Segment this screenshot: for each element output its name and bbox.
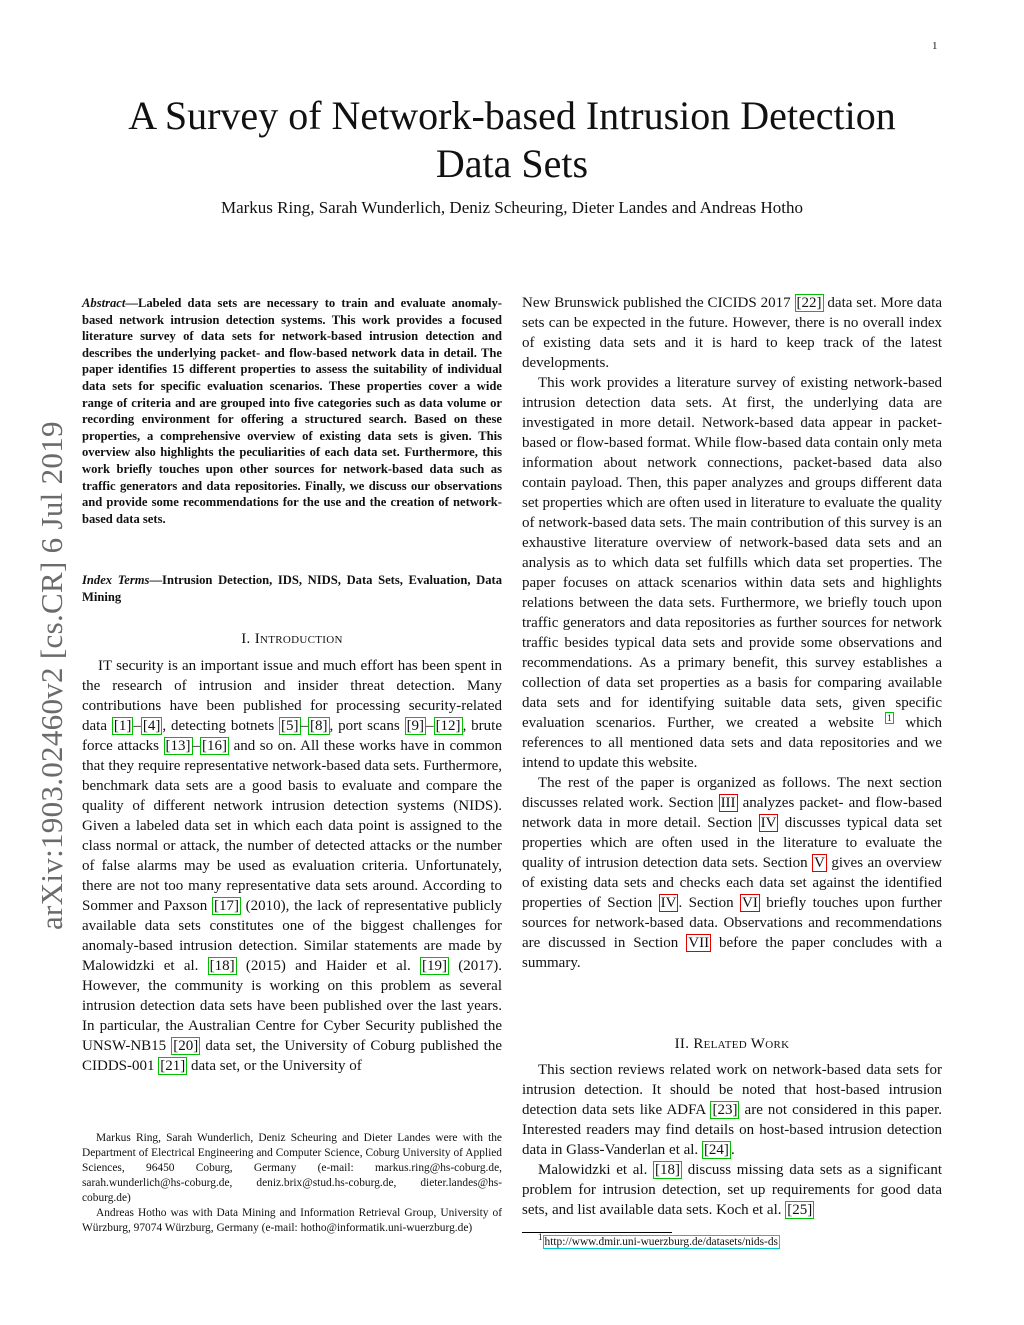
title-line-2: Data Sets xyxy=(435,141,589,186)
index-terms-lead: Index Terms xyxy=(82,573,150,587)
citation-link[interactable]: [23] xyxy=(712,1102,738,1118)
footnote-affiliation-2: Andreas Hotho was with Data Mining and Information Retrieval Group, University of Würzburg, 97074 Würzburg, Germany (e-mail: hotho@informatik.uni-wuerzburg.de) xyxy=(82,1207,502,1234)
paragraph: New Brunswick published the CICIDS 2017 [22] data set. More data sets can be expected in the future. However, there is no overall index of existing data sets and it is hard to keep track of the latest developments. xyxy=(522,295,942,371)
citation-link[interactable]: [4] xyxy=(142,718,161,734)
citation-link[interactable]: [18] xyxy=(655,1162,681,1178)
citation-link[interactable]: [20] xyxy=(173,1038,199,1054)
abstract-lead: Abstract xyxy=(82,296,126,310)
section-ref-link[interactable]: IV xyxy=(760,815,777,831)
footnote-rule xyxy=(522,1232,672,1233)
citation-link[interactable]: [9] xyxy=(406,718,425,734)
citation-link[interactable]: [22] xyxy=(796,295,822,311)
section-ref-link[interactable]: VI xyxy=(742,895,758,911)
title-line-1: A Survey of Network-based Intrusion Detection xyxy=(128,93,896,138)
arxiv-stamp: arXiv:1903.02460v2 [cs.CR] 6 Jul 2019 xyxy=(34,421,69,930)
section-heading-related-work: II. Related Work xyxy=(674,1036,790,1052)
footnote-mark: 1 xyxy=(538,1232,543,1243)
index-terms-text: —Intrusion Detection, IDS, NIDS, Data Sets, Evaluation, Data Mining xyxy=(82,573,502,604)
right-column-body xyxy=(522,293,942,973)
citation-link[interactable]: [19] xyxy=(422,958,447,974)
citation-link[interactable]: [8] xyxy=(310,718,328,734)
citation-link[interactable]: [18] xyxy=(209,958,235,974)
affiliation-footnotes xyxy=(82,1131,502,1236)
citation-link[interactable]: [16] xyxy=(202,738,228,754)
introduction-body xyxy=(82,656,502,1076)
paragraph: This work provides a literature survey of existing network-based intrusion detection data sets. At first, the underlying data are investigated in more detail. Network-based data appear in packet-based or flow-based format. While flow-based data contain only meta information about network connections, packet-based data also contain payload. Then, this paper analyzes and groups different data set properties which are often used in literature to evaluate the quality of network-based data sets. The main contribution of this survey is an exhaustive literature overview of network-based data sets and an analysis as to which data set fulfills which data set properties. The paper focuses on attack scenarios within data sets and highlights relations between the data sets. Furthermore, we briefly touch upon traffic generators and data repositories as further sources for network traffic besides typical data sets and provide some observations and recommendations. As a primary benefit, this survey establishes a collection of data set properties as a basis for comparing available data sets and for identifying suitable data sets, given specific evaluation scenarios. Further, we created a website $^1$ which references to all mentioned data sets and data repositories and we intend to update this website. xyxy=(522,375,942,771)
page-number: 1 xyxy=(932,40,938,52)
index-terms xyxy=(82,572,502,605)
section-heading-introduction: I. Introduction xyxy=(241,631,343,647)
citation-link[interactable]: [24] xyxy=(703,1142,729,1158)
website-link[interactable]: http://www.dmir.uni-wuerzburg.de/datasets/nids-ds xyxy=(544,1236,778,1248)
citation-link[interactable]: [25] xyxy=(787,1202,813,1218)
section-ref-link[interactable]: V xyxy=(814,855,825,871)
citation-link[interactable]: [1] xyxy=(113,718,132,734)
paragraph: This section reviews related work on network-based data sets for intrusion detection. It should be noted that host-based intrusion detection data sets like ADFA [23] are not considered in this paper. Interested readers may find details on host-based intrusion detection data in Glass-Vanderlan et al. [24] . xyxy=(522,1062,942,1158)
paragraph: The rest of the paper is organized as follows. The next section discusses related work. Section III analyzes packet- and flow-based network data in more detail. Section IV discusses typical data set properties which are often used in the literature to evaluate the quality of intrusion detection data sets. Section V gives an overview of existing data sets and checks each data set against the identified properties of Section IV . Section VI briefly touches upon further sources for network-based data. Observations and recommendations are discussed in Section VII before the paper concludes with a summary. xyxy=(522,775,943,971)
citation-link[interactable]: [13] xyxy=(165,738,191,754)
paragraph: Malowidzki et al. [18] discuss missing data sets as a significant problem for intrusion detection, set up requirements for good data sets, and list available data sets. Koch et al. [25] xyxy=(522,1162,942,1218)
intro-paragraph: IT security is an important issue and much effort has been spent in the research of intrusion and insider threat detection. Many contributions have been published for processing security-related data [1] – [4] , detecting botnets [5] – [8] , port scans [9] – [12] , brute force attacks [13] – [16] and so on. All these works have in common that they require representative network-based data sets. Furthermore, benchmark data sets are a good basis to evaluate and compare the quality of different network intrusion detection systems (NIDS). Given a labeled data set in which each data point is assigned to the class normal or attack, the number of detected attacks or the number of false alarms may be used as evaluation criteria. Unfortunately, there are not too many representative data sets around. According to Sommer and Paxson [17] (2010), the lack of representative publicly available data sets constitutes one of the biggest challenges for anomaly-based intrusion detection. Similar statements are made by Malowidzki et al. [18] (2015) and Haider et al. [19] (2017). However, the community is working on this problem as several intrusion detection data sets have been published over the last years. In particular, the Australian Centre for Cyber Security published the UNSW-NB15 [20] data set, the University of Coburg published the CIDDS-001 [21] data set, or the University of xyxy=(82,658,503,1074)
citation-link[interactable]: [21] xyxy=(160,1058,186,1074)
abstract-text: —Labeled data sets are necessary to train and evaluate anomaly-based network intrusion detection systems. This work provides a focused literature survey of data sets for network-based intrusion detection and describes the underlying packet- and flow-based network data in detail. The paper identifies 15 different properties to assess the suitability of individual data sets for specific evaluation scenarios. These properties cover a wide range of criteria and are grouped into five categories such as data volume or recording environment for offering a structured search. Based on these properties, a comprehensive overview of existing data sets is given. This overview also highlights the peculiarities of each data set. Furthermore, this work briefly touches upon other sources for network-based data such as traffic generators and data repositories. Finally, we discuss our observations and provide some recommendations for the use and the creation of network-based data sets. xyxy=(82,296,502,526)
section-ref-link[interactable]: IV xyxy=(660,895,677,911)
footnote-ref-link[interactable]: 1 xyxy=(887,713,892,723)
section-ref-link[interactable]: VII xyxy=(688,935,710,951)
footnote-affiliation-1: Markus Ring, Sarah Wunderlich, Deniz Scheuring and Dieter Landes were with the Department of Electrical Engineering and Computer Science, Coburg University of Applied Sciences, 96450 Coburg, Germany (e-mail: markus.ring@hs-coburg.de, sarah.wunderlich@hs-coburg.de, deniz.brix@stud.hs-coburg.de, dieter.landes@hs-coburg.de) xyxy=(82,1132,502,1204)
abstract xyxy=(82,295,502,527)
citation-link[interactable]: [5] xyxy=(281,718,299,734)
citation-link[interactable]: [17] xyxy=(213,898,239,914)
related-work-body xyxy=(522,1060,942,1220)
author-list: Markus Ring, Sarah Wunderlich, Deniz Scheuring, Dieter Landes and Andreas Hotho xyxy=(220,198,804,217)
footnote-1 xyxy=(538,1232,780,1248)
paper-title xyxy=(90,92,934,188)
citation-link[interactable]: [12] xyxy=(435,718,461,734)
section-ref-link[interactable]: III xyxy=(720,795,736,811)
